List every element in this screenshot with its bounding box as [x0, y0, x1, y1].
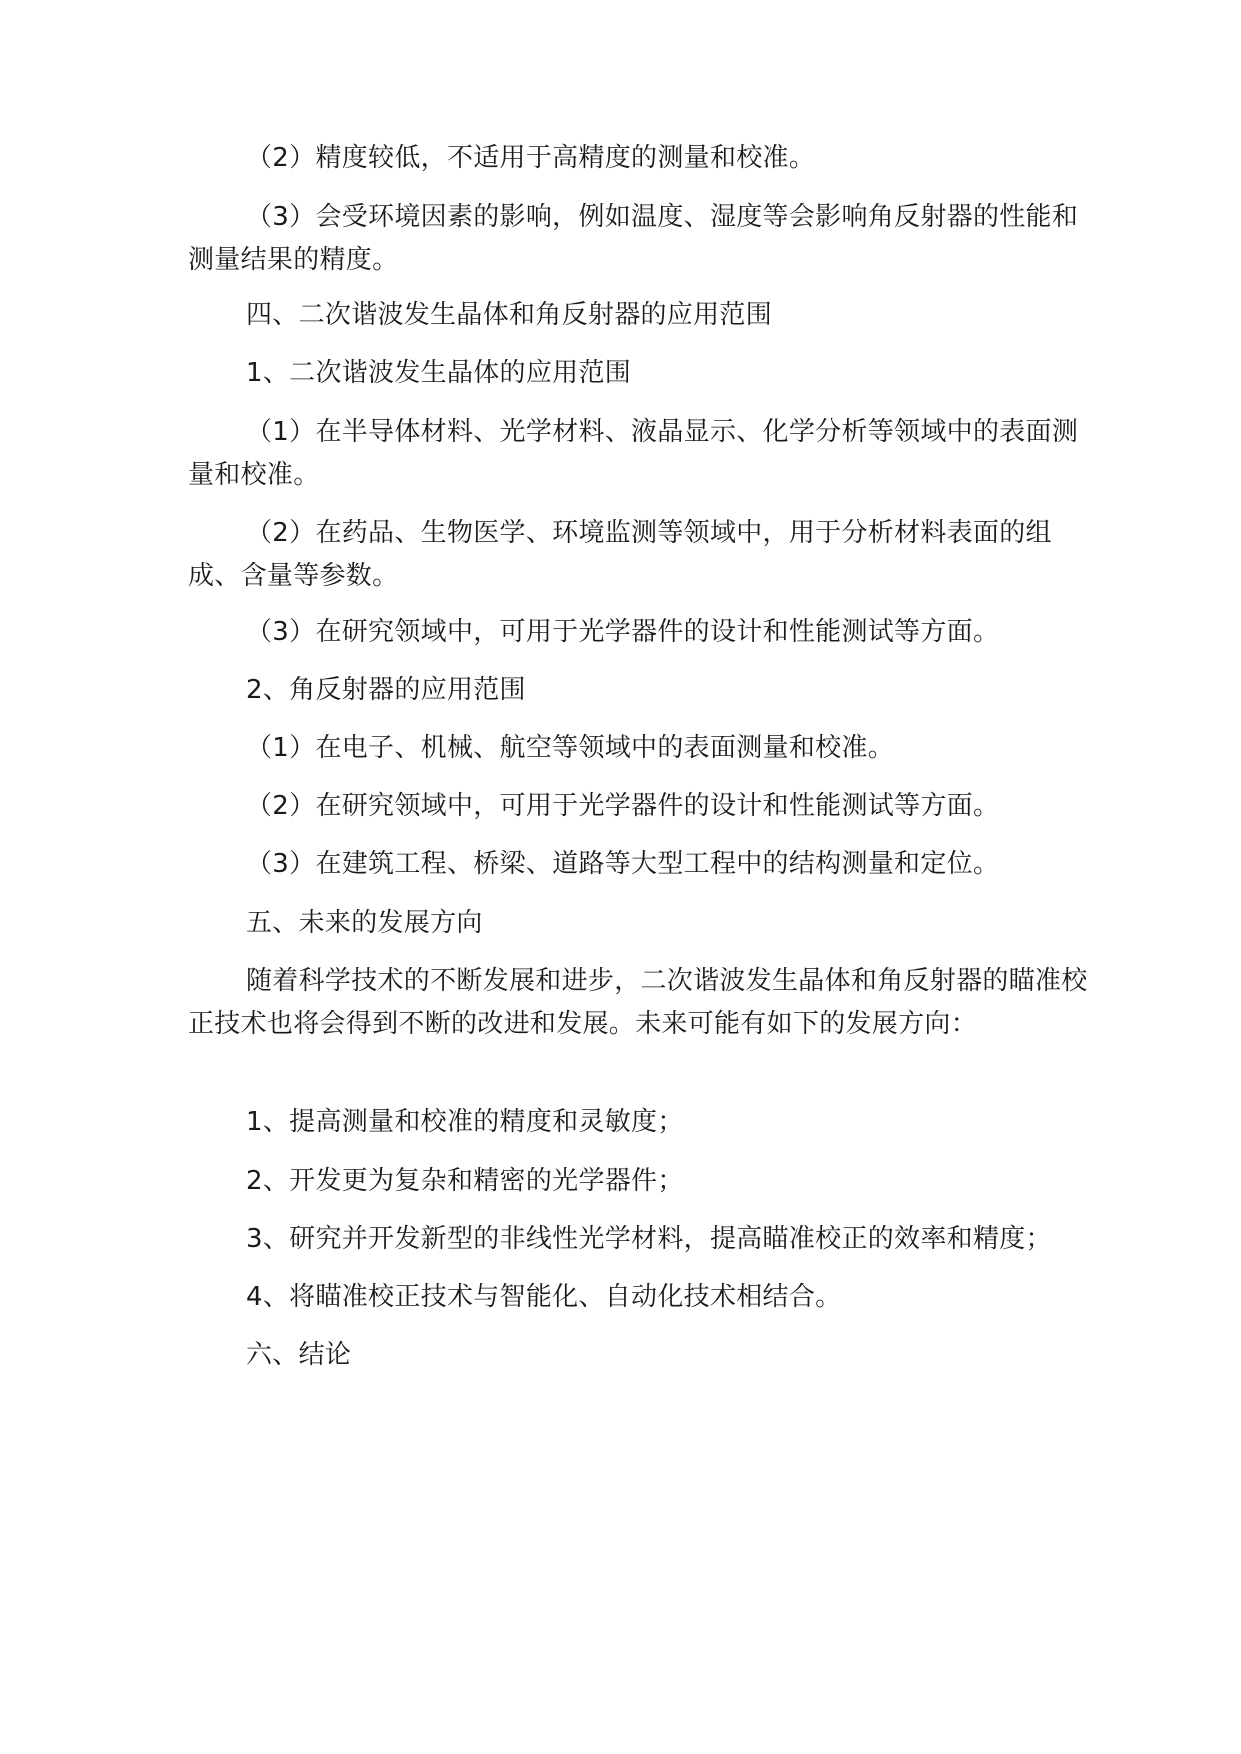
paragraph-future-intro: 随着科学技术的不断发展和进步，二次谐波发生晶体和角反射器的瞄准校正技术也将会得到不断的改进和发展。未来可能有如下的发展方向： [188, 966, 1088, 1039]
paragraph-reflector-scope-2: （2）在研究领域中，可用于光学器件的设计和性能测试等方面。 [246, 791, 1000, 821]
paragraph-reflector-scope-3: （3）在建筑工程、桥梁、道路等大型工程中的结构测量和定位。 [246, 849, 1000, 879]
subheading-corner-reflector-scope: 2、角反射器的应用范围 [246, 675, 526, 705]
subheading-shg-crystal-scope: 1、二次谐波发生晶体的应用范围 [246, 358, 632, 388]
list-item-future-1: 1、提高测量和校准的精度和灵敏度； [246, 1107, 684, 1137]
list-item-future-3: 3、研究并开发新型的非线性光学材料，提高瞄准校正的效率和精度； [246, 1224, 1052, 1254]
section-heading-conclusion: 六、结论 [246, 1340, 352, 1370]
paragraph-shg-scope-2: （2）在药品、生物医学、环境监测等领域中，用于分析材料表面的组成、含量等参数。 [188, 518, 1052, 591]
paragraph-shg-scope-1: （1）在半导体材料、光学材料、液晶显示、化学分析等领域中的表面测量和校准。 [188, 417, 1079, 490]
paragraph-environment-influence: （3）会受环境因素的影响，例如温度、湿度等会影响角反射器的性能和测量结果的精度。 [188, 202, 1079, 275]
paragraph-reflector-scope-1: （1）在电子、机械、航空等领域中的表面测量和校准。 [246, 733, 895, 763]
section-heading-application-scope: 四、二次谐波发生晶体和角反射器的应用范围 [246, 300, 773, 330]
list-item-future-2: 2、开发更为复杂和精密的光学器件； [246, 1166, 684, 1196]
paragraph-shg-scope-3: （3）在研究领域中，可用于光学器件的设计和性能测试等方面。 [246, 617, 1000, 647]
section-heading-future-direction: 五、未来的发展方向 [246, 908, 483, 938]
list-item-future-4: 4、将瞄准校正技术与智能化、自动化技术相结合。 [246, 1282, 842, 1312]
paragraph-precision-low: （2）精度较低，不适用于高精度的测量和校准。 [246, 143, 816, 173]
